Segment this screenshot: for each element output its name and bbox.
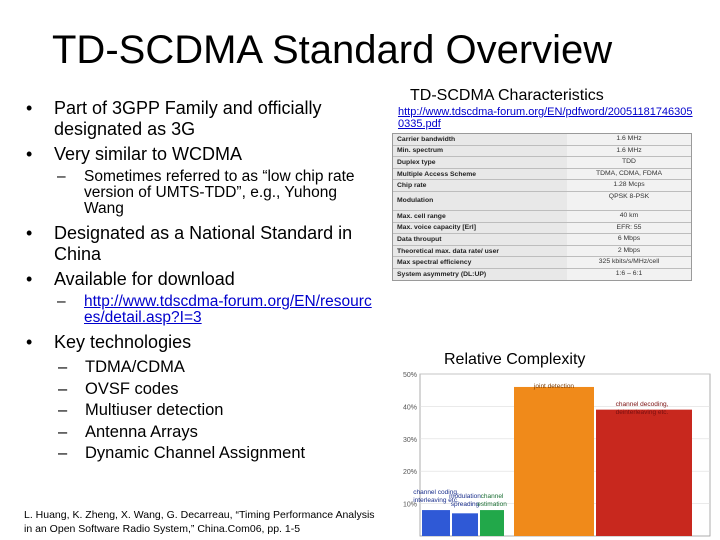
table-key: Multiple Access Scheme <box>397 170 477 178</box>
category-label: channel coding, interleaving etc. <box>413 489 459 504</box>
y-tick-label: 10% <box>402 501 417 509</box>
table-value: 40 km <box>567 211 691 222</box>
download-link[interactable]: http://www.tdscdma-forum.org/EN/resources/detail.asp?I=3 <box>84 293 372 326</box>
key-technologies-list <box>26 357 376 465</box>
table-value: TDMA, CDMA, FDMA <box>567 169 691 180</box>
table-row <box>393 157 691 169</box>
table-row <box>393 146 691 158</box>
table-value: TDD <box>567 157 691 168</box>
key-tech-item: – OVSF codes <box>58 379 376 401</box>
bar <box>514 387 594 536</box>
table-row <box>393 257 691 269</box>
y-tick-label: 20% <box>402 469 417 477</box>
table-row <box>393 180 691 192</box>
bullet-download: • Available for download <box>26 269 376 290</box>
table-value: EFR: 55 <box>567 223 691 234</box>
category-label: joint detection <box>533 383 575 390</box>
table-key: Data throuput <box>397 235 442 243</box>
table-value: 1.28 Mcps <box>567 180 691 191</box>
relative-complexity-title: Relative Complexity <box>444 351 586 368</box>
bar <box>596 410 692 536</box>
table-key: Max. cell range <box>397 212 446 220</box>
y-tick-label: 40% <box>402 404 417 412</box>
table-row <box>393 134 691 146</box>
table-key: Theoretical max. data rate/ user <box>397 247 499 255</box>
table-key: Chip rate <box>397 182 427 190</box>
table-key: Max spectral efficiency <box>397 259 472 267</box>
key-tech-item: – Antenna Arrays <box>58 422 376 444</box>
bullet-wcdma: • Very similar to WCDMA <box>26 144 376 165</box>
y-tick-label: 30% <box>402 436 417 444</box>
sub-bullet-download-link <box>26 294 376 326</box>
table-key: Min. spectrum <box>397 147 444 155</box>
bullet-national-standard: • Designated as a National Standard in China <box>26 223 376 265</box>
table-row <box>393 269 691 280</box>
bar <box>452 513 478 536</box>
bullet-key-technologies: • Key technologies <box>26 332 376 353</box>
table-row <box>393 246 691 258</box>
slide-title-text: TD-SCDMA Standard Overview <box>52 28 613 72</box>
table-row <box>393 223 691 235</box>
table-value: 1.6 MHz <box>567 134 691 145</box>
bar <box>480 510 504 536</box>
table-value: QPSK 8-PSK <box>567 192 691 210</box>
characteristics-link[interactable]: http://www.tdscdma-forum.org/EN/pdfword/200511817463050335.pdf <box>398 106 693 130</box>
table-key: System asymmetry (DL:UP) <box>397 270 487 278</box>
table-value: 325 kbits/s/MHz/cell <box>567 257 691 268</box>
table-row <box>393 169 691 181</box>
dash-marker: – <box>57 293 66 310</box>
category-label: modulation spreading <box>449 493 481 508</box>
dash-marker: – <box>57 168 66 185</box>
table-value: 6 Mbps <box>567 234 691 245</box>
key-tech-item: – Dynamic Channel Assignment <box>58 443 376 465</box>
table-row <box>393 211 691 223</box>
table-key: Max. voice capacity [Erl] <box>397 224 476 232</box>
table-key: Carrier bandwidth <box>397 135 456 143</box>
sub-bullet-low-chip-rate <box>26 169 376 217</box>
y-tick-label: 50% <box>402 372 417 379</box>
table-row <box>393 234 691 246</box>
table-row <box>393 192 691 211</box>
category-label: channel estimation <box>477 493 507 508</box>
characteristics-title: TD-SCDMA Characteristics <box>410 87 604 104</box>
table-key: Duplex type <box>397 158 436 166</box>
reference-citation: L. Huang, K. Zheng, X. Wang, G. Decarreau, “Timing Performance Analysis in an Open Software Radio System,” China.Com06, pp. 1-5 <box>24 509 375 535</box>
category-label: channel decoding, deinterleaving etc. <box>615 401 669 416</box>
key-tech-item: – Multiuser detection <box>58 400 376 422</box>
characteristics-table <box>392 133 692 281</box>
key-tech-item: – TDMA/CDMA <box>58 357 376 379</box>
bullet-list <box>26 98 376 465</box>
bar <box>422 510 450 536</box>
relative-complexity-chart <box>392 368 714 540</box>
table-value: 2 Mbps <box>567 246 691 257</box>
table-value: 1:6 – 6:1 <box>567 269 691 280</box>
table-value: 1.6 MHz <box>567 146 691 157</box>
table-key: Modulation <box>397 197 434 205</box>
sub-bullet-text: Sometimes referred to as “low chip rate version of UMTS-TDD”, e.g., Yuhong Wang <box>84 168 355 217</box>
bullet-3gpp: • Part of 3GPP Family and officially designated as 3G <box>26 98 376 140</box>
